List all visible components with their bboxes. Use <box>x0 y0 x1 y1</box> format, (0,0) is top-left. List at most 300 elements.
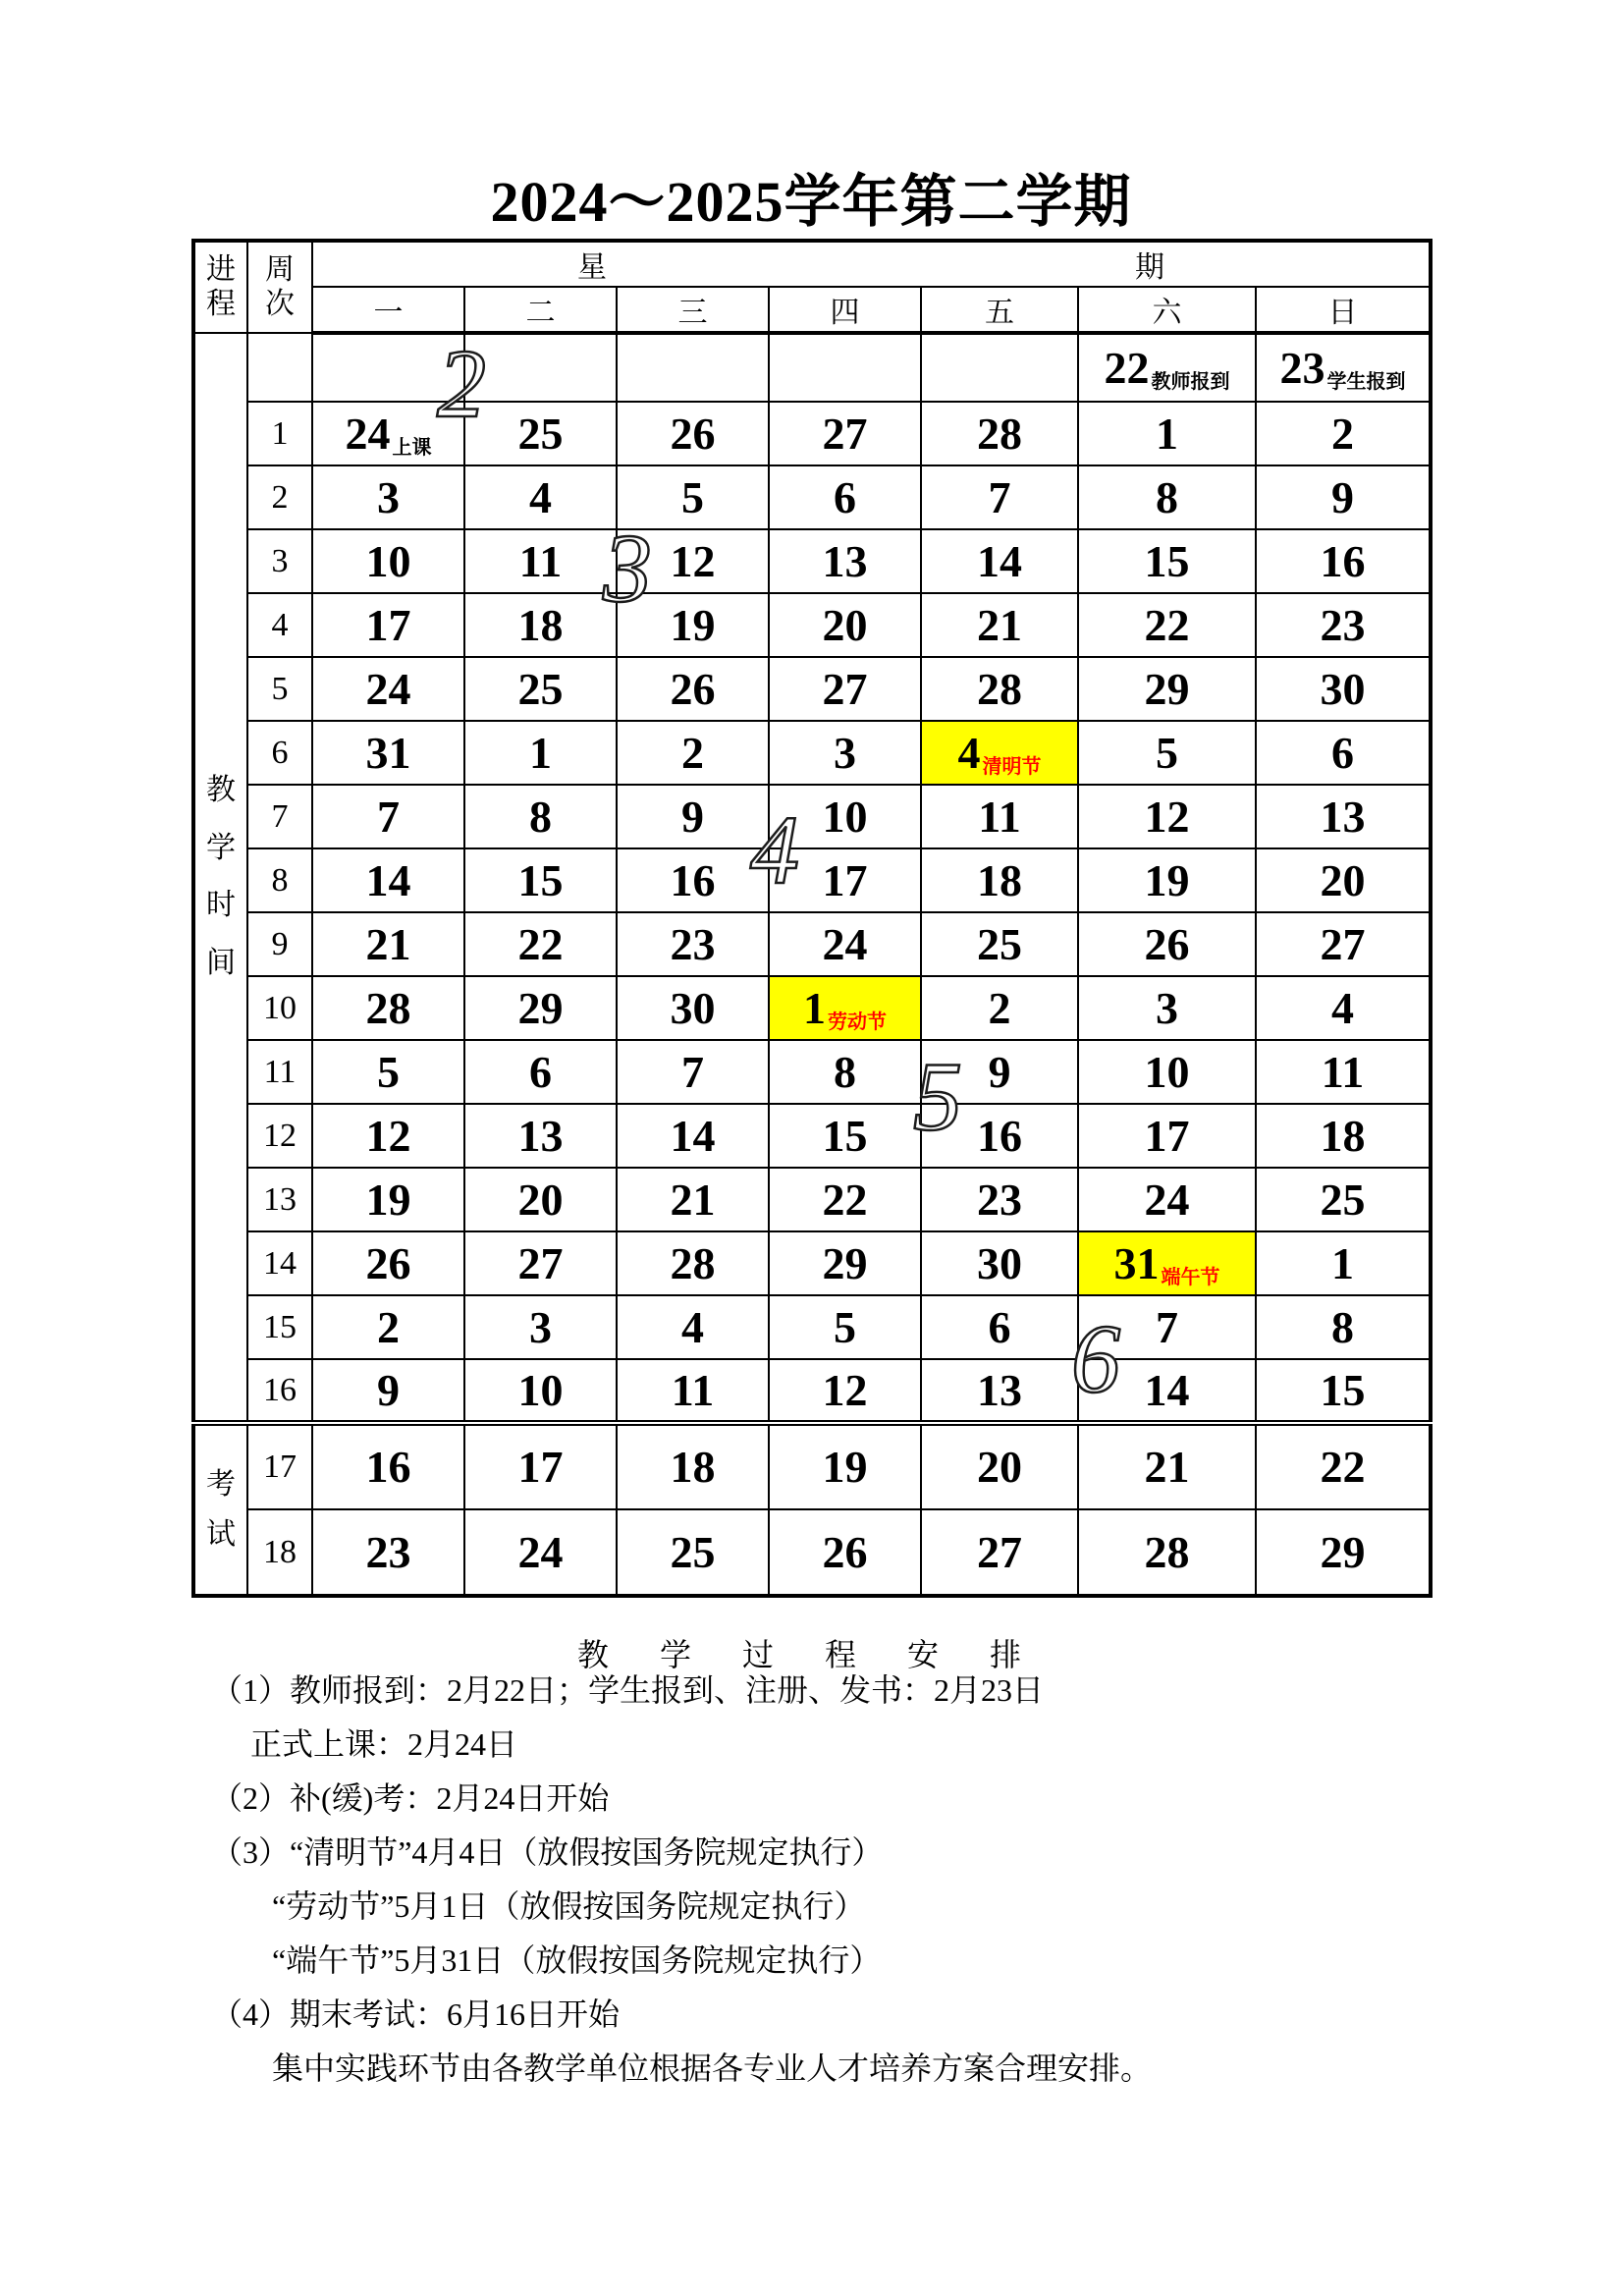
date-number: 2 <box>377 1301 400 1352</box>
date-wrap <box>1331 1237 1354 1288</box>
char: 教 <box>206 774 236 806</box>
date-wrap <box>1144 1364 1190 1415</box>
date-cell <box>769 1423 921 1509</box>
date-cell <box>769 1168 921 1231</box>
date-number: 24 <box>345 408 391 459</box>
date-wrap <box>977 599 1022 650</box>
date-number: 25 <box>1320 1174 1366 1225</box>
week-number-cell <box>247 333 312 402</box>
date-cell <box>1256 402 1431 465</box>
date-cell <box>1256 1168 1431 1231</box>
date-cell <box>312 529 464 593</box>
week-row <box>193 976 1431 1040</box>
column-header-week-number <box>247 241 312 333</box>
date-wrap <box>977 918 1022 969</box>
date-number: 29 <box>1144 663 1190 714</box>
date-number: 12 <box>1144 791 1190 842</box>
date-number: 2 <box>988 982 1011 1033</box>
date-wrap <box>365 1442 411 1492</box>
date-cell <box>312 593 464 657</box>
date-wrap <box>1144 535 1190 586</box>
holiday-note: 端午节 <box>1161 1266 1220 1288</box>
date-cell <box>769 465 921 529</box>
date-number: 23 <box>1279 342 1325 393</box>
date-wrap <box>1144 663 1190 714</box>
date-number: 7 <box>681 1046 704 1097</box>
week-row <box>193 1040 1431 1104</box>
date-wrap <box>1320 854 1366 905</box>
week-number-cell: 14 <box>247 1231 312 1295</box>
date-cell <box>921 402 1078 465</box>
date-wrap <box>1321 1046 1365 1097</box>
date-note: 教师报到 <box>1151 370 1230 393</box>
date-cell <box>921 1168 1078 1231</box>
date-number: 24 <box>822 918 868 969</box>
date-number: 12 <box>822 1364 868 1415</box>
date-wrap <box>822 1526 868 1577</box>
date-wrap <box>1320 1526 1366 1577</box>
date-cell <box>617 1168 769 1231</box>
day-header-3: 三 <box>617 287 769 333</box>
date-number: 23 <box>365 1526 411 1577</box>
char: 周 <box>265 253 295 286</box>
date-wrap <box>1156 982 1178 1033</box>
date-wrap <box>365 1174 411 1225</box>
date-wrap <box>377 791 400 842</box>
date-cell <box>769 402 921 465</box>
date-wrap <box>1331 982 1354 1033</box>
date-wrap <box>988 471 1011 522</box>
date-wrap <box>834 471 856 522</box>
date-cell <box>1256 848 1431 912</box>
date-number: 3 <box>377 471 400 522</box>
date-number: 24 <box>1144 1174 1190 1225</box>
date-wrap <box>822 918 868 969</box>
date-cell <box>921 1104 1078 1168</box>
date-cell <box>1078 1104 1256 1168</box>
note-line: “端午节”5月31日（放假按国务院规定执行） <box>272 1942 882 1978</box>
date-cell <box>312 402 464 465</box>
date-cell <box>617 402 769 465</box>
date-wrap <box>517 1110 564 1161</box>
date-wrap <box>529 791 552 842</box>
date-wrap <box>670 599 716 650</box>
date-number: 28 <box>1144 1526 1190 1577</box>
date-number: 28 <box>365 982 411 1033</box>
week-number-cell: 16 <box>247 1359 312 1423</box>
date-wrap <box>1331 727 1354 778</box>
date-number: 16 <box>1320 535 1366 586</box>
date-wrap <box>517 408 564 459</box>
date-cell <box>769 333 921 402</box>
date-wrap <box>977 1364 1022 1415</box>
date-cell <box>1256 1040 1431 1104</box>
date-cell <box>921 657 1078 721</box>
date-number: 18 <box>977 854 1022 905</box>
date-cell <box>617 1509 769 1596</box>
date-number: 28 <box>977 408 1022 459</box>
date-cell <box>769 912 921 976</box>
note-line: 集中实践环节由各教学单位根据各专业人才培养方案合理安排。 <box>272 2050 1153 2086</box>
week-row <box>193 657 1431 721</box>
date-number: 22 <box>1144 599 1190 650</box>
date-number: 14 <box>1144 1364 1190 1415</box>
note-line: “劳动节”5月1日（放假按国务院规定执行） <box>272 1888 866 1924</box>
date-number: 17 <box>1144 1110 1190 1161</box>
week-row <box>193 1423 1431 1509</box>
date-wrap <box>834 1046 856 1097</box>
char: 次 <box>265 287 295 320</box>
date-wrap <box>822 663 868 714</box>
date-wrap <box>1144 791 1190 842</box>
date-cell <box>464 1509 617 1596</box>
date-wrap <box>517 1237 564 1288</box>
date-number: 26 <box>365 1237 411 1288</box>
date-cell <box>1078 529 1256 593</box>
date-number: 4 <box>529 471 552 522</box>
week-number-cell: 18 <box>247 1509 312 1596</box>
week-number-cell: 3 <box>247 529 312 593</box>
date-number: 26 <box>670 408 716 459</box>
date-number: 29 <box>822 1237 868 1288</box>
char: 试 <box>206 1517 236 1551</box>
date-cell <box>1256 529 1431 593</box>
week-number-cell: 2 <box>247 465 312 529</box>
date-number: 19 <box>365 1174 411 1225</box>
watermark-month: 5 <box>913 1042 962 1151</box>
day-header-6: 六 <box>1078 287 1256 333</box>
date-wrap <box>822 1174 868 1225</box>
date-cell <box>1078 657 1256 721</box>
week-row <box>193 402 1431 465</box>
date-wrap <box>365 1237 411 1288</box>
day-header-1: 一 <box>312 287 464 333</box>
column-header-progress <box>193 241 247 333</box>
date-number: 13 <box>517 1110 564 1161</box>
date-wrap <box>671 1364 715 1415</box>
date-wrap <box>1320 663 1366 714</box>
date-cell <box>464 912 617 976</box>
date-cell <box>921 1231 1078 1295</box>
watermark-month: 4 <box>750 795 799 904</box>
notes-lines <box>211 1664 1487 2096</box>
date-cell <box>1078 1359 1256 1423</box>
date-cell <box>464 1040 617 1104</box>
date-number: 16 <box>977 1110 1022 1161</box>
date-cell <box>769 1295 921 1359</box>
week-row <box>193 912 1431 976</box>
date-wrap <box>670 982 716 1033</box>
date-wrap <box>1156 408 1178 459</box>
date-number: 19 <box>822 1442 868 1492</box>
date-cell <box>769 848 921 912</box>
date-cell <box>1256 1104 1431 1168</box>
date-wrap <box>365 982 411 1033</box>
date-number: 2 <box>1331 408 1354 459</box>
date-number: 18 <box>670 1442 716 1492</box>
date-wrap <box>517 982 564 1033</box>
date-wrap <box>822 1237 868 1288</box>
section-teaching-time <box>193 333 247 1423</box>
date-number: 5 <box>834 1301 856 1352</box>
date-wrap <box>988 1301 1011 1352</box>
date-number: 27 <box>517 1237 564 1288</box>
date-number: 19 <box>1144 854 1190 905</box>
section-exam <box>193 1423 247 1596</box>
date-number: 11 <box>518 535 563 586</box>
week-number-cell: 17 <box>247 1423 312 1509</box>
date-wrap <box>1144 1526 1190 1577</box>
date-number: 8 <box>1156 471 1178 522</box>
week-number-cell: 8 <box>247 848 312 912</box>
date-wrap <box>529 1046 552 1097</box>
date-cell <box>921 465 1078 529</box>
note-line: （2）补(缓)考：2月24日开始 <box>211 1780 610 1816</box>
date-number: 23 <box>670 918 716 969</box>
date-cell <box>617 721 769 785</box>
date-wrap <box>977 1110 1022 1161</box>
date-number: 3 <box>834 727 856 778</box>
date-number: 19 <box>670 599 716 650</box>
date-wrap <box>365 1526 411 1577</box>
date-cell <box>1256 1359 1431 1423</box>
char: 进 <box>206 253 236 286</box>
date-number: 17 <box>365 599 411 650</box>
date-wrap <box>517 1174 564 1225</box>
date-number: 11 <box>1321 1046 1365 1097</box>
date-wrap <box>1144 1174 1190 1225</box>
date-wrap <box>803 982 887 1033</box>
date-cell <box>464 333 617 402</box>
date-number: 30 <box>1320 663 1366 714</box>
date-cell <box>1256 1231 1431 1295</box>
weekday-band-char: 期 <box>1135 251 1164 284</box>
date-wrap <box>1279 342 1406 393</box>
date-cell <box>312 1231 464 1295</box>
week-number-cell: 12 <box>247 1104 312 1168</box>
date-number: 24 <box>365 663 411 714</box>
date-number: 1 <box>1331 1237 1354 1288</box>
date-number: 16 <box>670 854 716 905</box>
date-wrap <box>977 663 1022 714</box>
date-cell <box>921 976 1078 1040</box>
date-wrap <box>529 471 552 522</box>
date-note: 学生报到 <box>1326 370 1406 393</box>
calendar-table <box>191 239 1433 1598</box>
date-number: 2 <box>681 727 704 778</box>
date-number: 20 <box>977 1442 1022 1492</box>
date-number: 15 <box>517 854 564 905</box>
date-number: 31 <box>1113 1237 1160 1288</box>
date-number: 27 <box>822 663 868 714</box>
date-number: 11 <box>978 791 1021 842</box>
date-number: 8 <box>1331 1301 1354 1352</box>
date-cell <box>1078 1509 1256 1596</box>
date-wrap <box>365 663 411 714</box>
date-cell <box>1078 1423 1256 1509</box>
date-cell <box>617 785 769 848</box>
date-cell <box>1078 465 1256 529</box>
date-cell <box>921 1509 1078 1596</box>
date-cell <box>921 1423 1078 1509</box>
date-cell <box>769 1231 921 1295</box>
date-number: 17 <box>517 1442 564 1492</box>
date-cell <box>312 912 464 976</box>
date-cell <box>617 1231 769 1295</box>
date-wrap <box>517 918 564 969</box>
date-wrap <box>977 1174 1022 1225</box>
date-number: 26 <box>1144 918 1190 969</box>
date-wrap <box>681 1301 704 1352</box>
date-cell <box>921 333 1078 402</box>
week-number-cell: 10 <box>247 976 312 1040</box>
date-wrap <box>681 727 704 778</box>
date-number: 11 <box>671 1364 715 1415</box>
date-wrap <box>681 1046 704 1097</box>
date-wrap <box>517 663 564 714</box>
date-cell <box>769 593 921 657</box>
date-wrap <box>681 791 704 842</box>
date-number: 22 <box>1104 342 1150 393</box>
date-wrap <box>529 1301 552 1352</box>
date-cell <box>617 1423 769 1509</box>
date-number: 4 <box>1331 982 1354 1033</box>
date-cell <box>1256 976 1431 1040</box>
date-number: 4 <box>681 1301 704 1352</box>
date-number: 4 <box>957 727 981 778</box>
date-wrap <box>834 727 856 778</box>
date-cell <box>464 657 617 721</box>
date-wrap <box>834 1301 856 1352</box>
date-cell <box>1078 1040 1256 1104</box>
char: 间 <box>206 946 236 979</box>
week-number-cell: 15 <box>247 1295 312 1359</box>
date-wrap <box>822 535 868 586</box>
date-cell <box>617 976 769 1040</box>
note-line: 正式上课：2月24日 <box>250 1726 518 1762</box>
holiday-note: 劳动节 <box>828 1011 887 1033</box>
date-wrap <box>365 599 411 650</box>
date-cell <box>921 1040 1078 1104</box>
date-number: 27 <box>977 1526 1022 1577</box>
date-number: 26 <box>822 1526 868 1577</box>
date-wrap <box>957 727 1042 778</box>
date-wrap <box>1320 535 1366 586</box>
date-wrap <box>1156 1301 1178 1352</box>
date-wrap <box>670 1237 716 1288</box>
date-wrap <box>517 1442 564 1492</box>
date-cell <box>464 1423 617 1509</box>
date-cell <box>617 848 769 912</box>
watermark-month: 3 <box>603 514 652 623</box>
teaching-time-label <box>195 762 246 992</box>
date-number: 18 <box>1320 1110 1366 1161</box>
date-wrap <box>1331 408 1354 459</box>
date-number: 12 <box>670 535 716 586</box>
week-number-cell: 5 <box>247 657 312 721</box>
date-wrap <box>978 791 1021 842</box>
date-number: 9 <box>377 1364 400 1415</box>
date-cell <box>617 333 769 402</box>
date-wrap <box>988 1046 1011 1097</box>
date-wrap <box>822 854 868 905</box>
date-number: 15 <box>1320 1364 1366 1415</box>
date-number: 29 <box>1320 1526 1366 1577</box>
date-cell <box>1256 785 1431 848</box>
date-number: 9 <box>681 791 704 842</box>
week-row <box>193 1231 1431 1295</box>
date-wrap <box>670 535 716 586</box>
date-number: 31 <box>365 727 411 778</box>
date-number: 1 <box>529 727 552 778</box>
date-number: 25 <box>517 408 564 459</box>
date-wrap <box>670 854 716 905</box>
date-cell <box>921 721 1078 785</box>
date-cell <box>464 402 617 465</box>
date-wrap <box>517 599 564 650</box>
date-wrap <box>1144 854 1190 905</box>
date-number: 3 <box>529 1301 552 1352</box>
date-wrap <box>670 1110 716 1161</box>
date-number: 7 <box>377 791 400 842</box>
date-cell <box>464 721 617 785</box>
date-number: 22 <box>822 1174 868 1225</box>
date-number: 30 <box>977 1237 1022 1288</box>
date-wrap <box>1320 1442 1366 1492</box>
date-cell <box>1078 976 1256 1040</box>
date-note: 上课 <box>392 436 432 459</box>
date-number: 27 <box>822 408 868 459</box>
date-cell <box>769 1359 921 1423</box>
date-cell <box>769 721 921 785</box>
date-wrap <box>822 1110 868 1161</box>
date-cell <box>312 465 464 529</box>
date-cell <box>617 1104 769 1168</box>
date-wrap <box>1156 727 1178 778</box>
date-wrap <box>365 854 411 905</box>
calendar-header <box>193 241 1431 333</box>
date-number: 3 <box>1156 982 1178 1033</box>
week-number-cell: 13 <box>247 1168 312 1231</box>
date-wrap <box>977 854 1022 905</box>
date-cell <box>312 1359 464 1423</box>
date-cell <box>464 848 617 912</box>
date-cell <box>1078 912 1256 976</box>
date-cell <box>464 1231 617 1295</box>
date-wrap <box>822 599 868 650</box>
header-row-weekband <box>193 241 1431 287</box>
watermark-month: 2 <box>437 329 486 438</box>
date-number: 6 <box>1331 727 1354 778</box>
date-wrap <box>377 1301 400 1352</box>
date-wrap <box>1156 471 1178 522</box>
week-number-cell: 7 <box>247 785 312 848</box>
date-number: 10 <box>365 535 411 586</box>
date-cell <box>1078 593 1256 657</box>
date-cell <box>617 593 769 657</box>
date-number: 9 <box>1331 471 1354 522</box>
date-number: 21 <box>365 918 411 969</box>
date-wrap <box>822 1442 868 1492</box>
date-cell <box>617 657 769 721</box>
date-cell <box>1256 1295 1431 1359</box>
date-cell <box>312 721 464 785</box>
date-number: 14 <box>365 854 411 905</box>
week-row <box>193 721 1431 785</box>
note-line: （3）“清明节”4月4日（放假按国务院规定执行） <box>211 1834 884 1870</box>
date-number: 28 <box>670 1237 716 1288</box>
date-cell <box>312 333 464 402</box>
